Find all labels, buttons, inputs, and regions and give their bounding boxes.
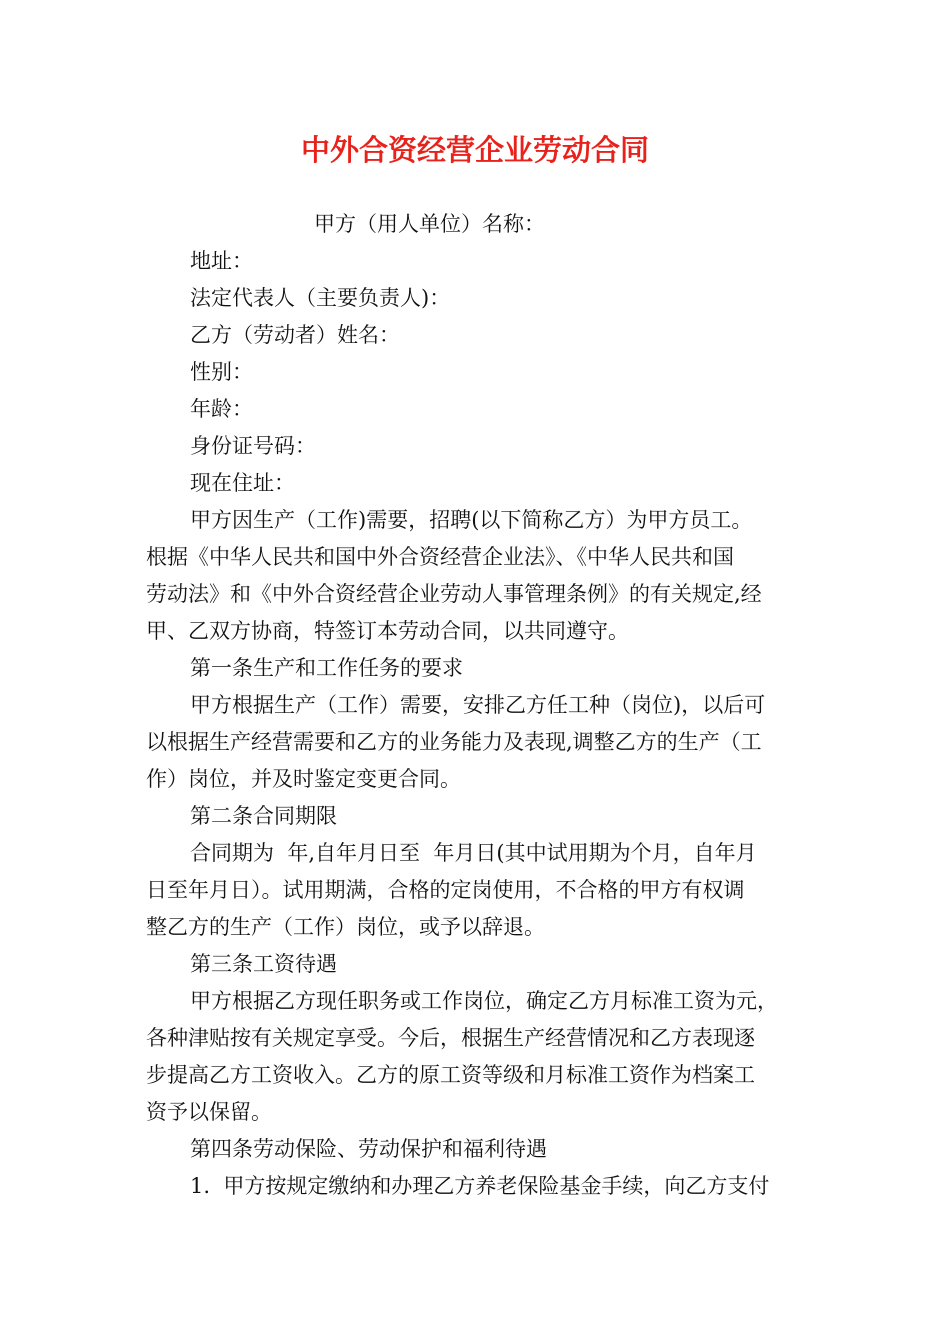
- article-4-line: 1. 甲方按规定缴纳和办理乙方养老保险基金手续，向乙方支付: [190, 1174, 770, 1198]
- article-3-line: 甲方根据乙方现任职务或工作岗位，确定乙方月标准工资为元，: [190, 989, 778, 1013]
- field-age: 年龄：: [190, 397, 253, 421]
- article-3-heading: 第三条工资待遇: [190, 952, 337, 976]
- article-2-line: 合同期为 年,自年月日至 年月日(其中试用期为个月，自年月: [190, 841, 757, 865]
- field-current-address: 现在住址：: [190, 471, 295, 495]
- article-1-line: 作）岗位，并及时鉴定变更合同。: [146, 767, 461, 791]
- field-party-b-name: 乙方（劳动者）姓名：: [190, 323, 400, 347]
- article-2-heading: 第二条合同期限: [190, 804, 337, 828]
- field-party-a-name: 甲方（用人单位）名称：: [314, 212, 545, 236]
- preamble-line: 甲方因生产（工作)需要，招聘(以下简称乙方）为甲方员工。: [190, 508, 753, 532]
- document-title: 中外合资经营企业劳动合同: [300, 133, 649, 167]
- article-1-line: 以根据生产经营需要和乙方的业务能力及表现,调整乙方的生产（工: [146, 730, 762, 754]
- field-gender: 性别：: [190, 360, 253, 384]
- preamble-line: 甲、乙双方协商，特签订本劳动合同，以共同遵守。: [146, 619, 629, 643]
- article-1-heading: 第一条生产和工作任务的要求: [190, 656, 463, 680]
- preamble-line: 根据《中华人民共和国中外合资经营企业法》、《中华人民共和国: [146, 545, 734, 569]
- article-3-line: 资予以保留。: [146, 1100, 272, 1124]
- field-id-number: 身份证号码：: [190, 434, 316, 458]
- document-body: [146, 206, 810, 1205]
- field-address: 地址：: [190, 249, 253, 273]
- article-3-line: 步提高乙方工资收入。乙方的原工资等级和月标准工资作为档案工: [146, 1063, 755, 1087]
- article-4-heading: 第四条劳动保险、劳动保护和福利待遇: [190, 1137, 547, 1161]
- article-2-line: 日至年月日）。试用期满，合格的定岗使用，不合格的甲方有权调: [146, 878, 745, 902]
- field-legal-rep: 法定代表人（主要负责人)：: [190, 286, 451, 310]
- article-3-line: 各种津贴按有关规定享受。今后，根据生产经营情况和乙方表现逐: [146, 1026, 755, 1050]
- article-2-line: 整乙方的生产（工作）岗位，或予以辞退。: [146, 915, 545, 939]
- preamble-line: 劳动法》和《中外合资经营企业劳动人事管理条例》的有关规定,经: [146, 582, 762, 606]
- article-1-line: 甲方根据生产（工作）需要，安排乙方任工种（岗位)，以后可: [190, 693, 766, 717]
